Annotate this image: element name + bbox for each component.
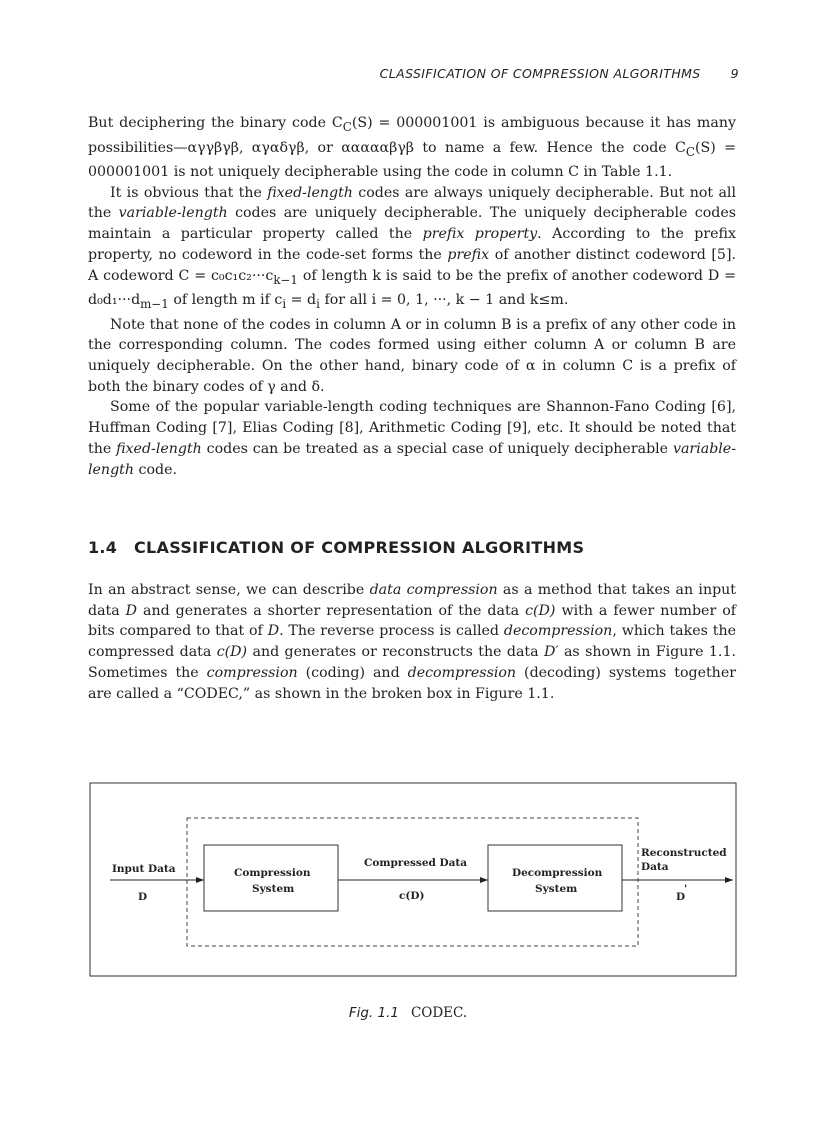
- body-text-section: [88, 580, 736, 704]
- input-label: Input Data: [112, 863, 176, 875]
- running-title: CLASSIFICATION OF COMPRESSION ALGORITHMS: [379, 66, 701, 81]
- paragraph-2: It is obvious that the fixed-length codes are always uniquely decipherable. But not all the variable-length codes are uniquely decipherable. The uniquely decipherable codes maintain a particular property called the prefix property. According to the prefix property, no codeword in the code-set forms the prefix of another distinct codeword [5]. A codeword $C = c_0c_1c_2\cdot\cdot\cdot c_{k-1}$ of length k is said to be the prefix of another codeword $D = d_0d_1\cdot\cdot\cdot d_{m-1}$ of length m if $c_i = d_i$ for all i = 0, 1, ···, k − 1 and k≤m.: [88, 184, 736, 311]
- body-text-upper: [88, 113, 736, 480]
- paragraph-3: Note that none of the codes in column A or in column B is a prefix of any other code in the corresponding column. The codes formed using either column A or column B are uniquely decipherable. On the other hand, binary code of α in column C is a prefix of both the binary codes of γ and δ.: [88, 316, 736, 395]
- decompression-label-1: Decompression: [512, 867, 603, 879]
- caption-text: CODEC.: [410, 1005, 468, 1021]
- output-label-1: Reconstructed: [641, 847, 727, 859]
- section-paragraph: In an abstract sense, we can describe data compression as a method that takes an input data D and generates a shorter representation of the data c(D) with a fewer number of bits compared to that of D. The reverse process is called decompression, which takes the compressed data c(D) and generates or reconstructs the data D′ as shown in Figure 1.1. Sometimes the compression (coding) and decompression (decoding) systems together are called a “CODEC,” as shown in the broken box in Figure 1.1.: [88, 582, 736, 702]
- figure-frame: [90, 783, 736, 976]
- figure-caption: [0, 1005, 816, 1021]
- decompression-label-2: System: [535, 883, 578, 895]
- output-label-2: Data: [641, 861, 669, 873]
- paragraph-4: Some of the popular variable-length coding techniques are Shannon-Fano Coding [6], Huffman Coding [7], Elias Coding [8], Arithmetic Coding [9], etc. It should be noted that the fixed-length codes can be treated as a special case of uniquely decipherable variable-length code.: [88, 399, 736, 478]
- section-number: 1.4: [88, 538, 118, 557]
- compression-label-1: Compression: [234, 867, 311, 879]
- compression-label-2: System: [252, 883, 295, 895]
- compression-box: [204, 845, 338, 911]
- caption-label: Fig. 1.1: [348, 1005, 399, 1021]
- compressed-label: Compressed Data: [364, 857, 468, 869]
- codec-broken-box: [187, 818, 638, 946]
- section-heading: [88, 538, 738, 557]
- running-header: [0, 66, 739, 81]
- decompression-box: [488, 845, 622, 911]
- input-symbol: D: [138, 891, 148, 903]
- output-symbol: D: [676, 891, 686, 903]
- compressed-symbol: c(D): [399, 890, 425, 902]
- section-title: CLASSIFICATION OF COMPRESSION ALGORITHMS: [134, 538, 585, 557]
- paragraph-1: But deciphering the binary code $C_C(S) = 000001001$ is ambiguous because it has many possibilities—αγγβγβ, αγαδγβ, or αααααβγβ to name a few. Hence the code $C_C(S) = 000001001$ is not uniquely decipherable using the code in column C in Table 1.1.: [88, 115, 736, 181]
- page-number: 9: [730, 66, 739, 81]
- output-prime: ': [684, 883, 688, 895]
